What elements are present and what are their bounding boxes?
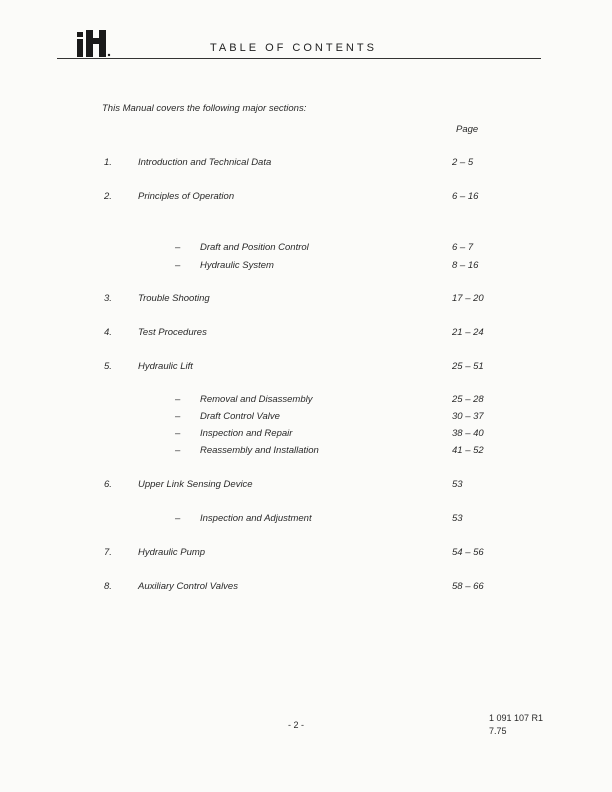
entry-title: Draft Control Valve [200,411,280,422]
entry-title: Draft and Position Control [200,242,309,253]
entry-title: Reassembly and Installation [200,445,319,456]
entry-pages: 21 – 24 [452,327,484,338]
entry-dash: – [175,242,181,253]
entry-number: 5. [104,361,112,372]
entry-number: 2. [104,191,112,202]
toc-entry [0,361,612,375]
entry-pages: 30 – 37 [452,411,484,422]
entry-title: Hydraulic Lift [138,361,193,372]
entry-dash: – [175,513,181,524]
toc-subentry [0,411,612,425]
entry-dash: – [175,411,181,422]
entry-pages: 2 – 5 [452,157,474,168]
ih-logo-icon [77,30,111,57]
footer-page-number: - 2 - [288,720,305,730]
entry-title: Removal and Disassembly [200,394,313,405]
entry-title: Hydraulic Pump [138,547,206,558]
entry-title: Auxiliary Control Valves [138,581,238,592]
page-column-label: Page [456,124,479,135]
entry-title: Inspection and Repair [200,428,293,439]
document-number: 1 091 107 R1 [489,713,544,723]
entry-number: 1. [104,157,112,168]
entry-pages: 6 – 16 [452,191,479,202]
entry-title: Test Procedures [138,327,207,338]
toc-subentry [0,242,612,256]
entry-number: 8. [104,581,112,592]
footer-document-code [489,712,543,738]
entry-dash: – [175,394,181,405]
toc-subentry [0,445,612,459]
entry-pages: 25 – 51 [452,361,484,372]
entry-number: 7. [104,547,112,558]
entry-number: 6. [104,479,112,490]
entry-title: Trouble Shooting [138,293,210,304]
document-date: 7.75 [489,726,507,736]
toc-subentry [0,394,612,408]
entry-title: Introduction and Technical Data [138,157,272,168]
entry-pages: 17 – 20 [452,293,484,304]
entry-pages: 53 [452,479,463,490]
toc-subentry [0,260,612,274]
entry-dash: – [175,445,181,456]
entry-pages: 8 – 16 [452,260,479,271]
entry-title: Hydraulic System [200,260,274,271]
entry-pages: 58 – 66 [452,581,484,592]
entry-title: Principles of Operation [138,191,235,202]
entry-number: 3. [104,293,112,304]
entry-pages: 53 [452,513,463,524]
header-title: TABLE OF CONTENTS [210,42,377,54]
toc-entry [0,479,612,493]
intro-text: This Manual covers the following major sections: [102,103,307,114]
toc-entry [0,157,612,171]
entry-pages: 6 – 7 [452,242,474,253]
toc-entry [0,327,612,341]
entry-dash: – [175,428,181,439]
toc-subentry [0,513,612,527]
entry-pages: 41 – 52 [452,445,484,456]
entry-pages: 38 – 40 [452,428,484,439]
toc-subentry [0,428,612,442]
toc-entry [0,581,612,595]
header-divider [57,58,541,59]
toc-entry [0,191,612,205]
entry-pages: 54 – 56 [452,547,484,558]
entry-title: Upper Link Sensing Device [138,479,253,490]
toc-entry [0,293,612,307]
entry-title: Inspection and Adjustment [200,513,312,524]
entry-pages: 25 – 28 [452,394,484,405]
toc-entry [0,547,612,561]
entry-dash: – [175,260,181,271]
entry-number: 4. [104,327,112,338]
